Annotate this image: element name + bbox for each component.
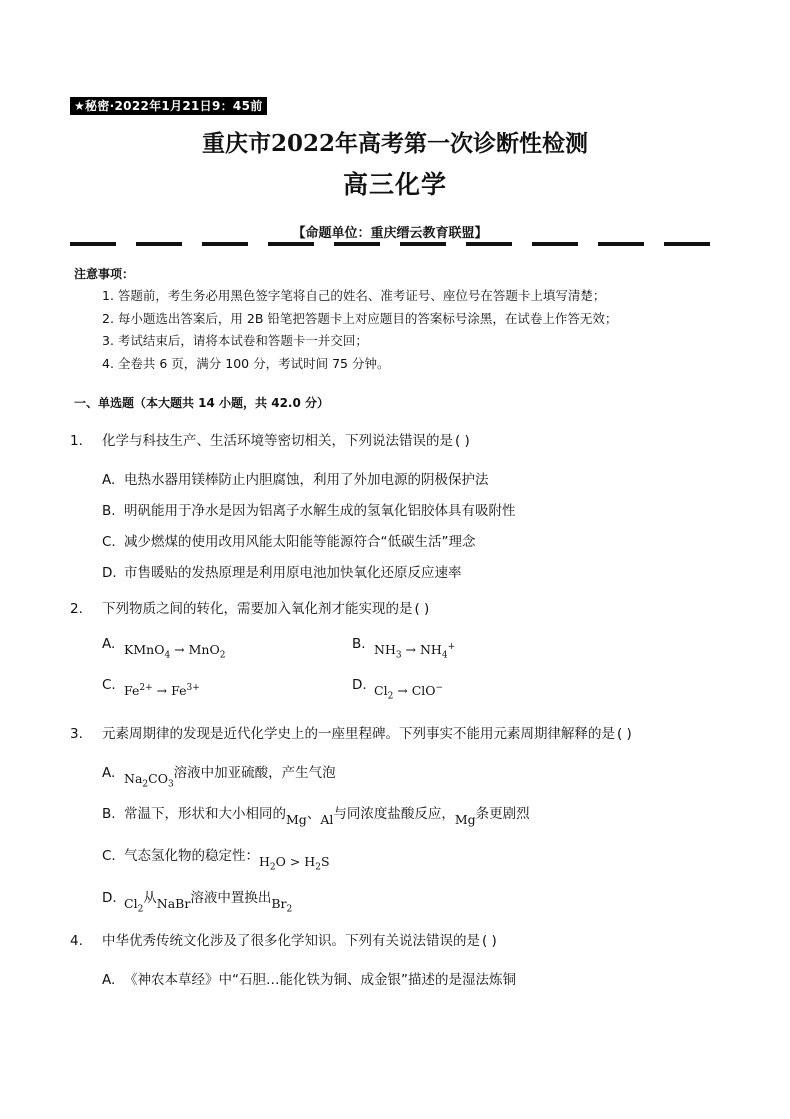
notes-heading: 注意事项： xyxy=(74,267,135,281)
question-stem: 中华优秀传统文化涉及了很多化学知识。下列有关说法错误的是 xyxy=(102,933,480,949)
answer-paren: ( ) xyxy=(617,726,632,742)
option-d: D. 市售暖贴的发热原理是利用原电池加快氧化还原反应速率 xyxy=(102,565,462,581)
secret-tag: ★秘密·2022年1月21日9：45前 xyxy=(70,97,267,115)
question-number: 2. xyxy=(70,601,83,617)
unit-label: 【命题单位：重庆缙云教育联盟】 xyxy=(70,222,710,241)
answer-paren: ( ) xyxy=(455,433,470,449)
option-b: B. 明矾能用于净水是因为铝离子水解生成的氢氧化铝胶体具有吸附性 xyxy=(102,503,516,519)
question-3 xyxy=(70,722,632,742)
notes-list xyxy=(102,285,617,375)
question-number: 4. xyxy=(70,933,83,949)
option-c: C. 减少燃煤的使用改用风能太阳能等能源符合“低碳生活”理念 xyxy=(102,534,476,550)
formula: $Cl_2 \to ClO^-$ xyxy=(374,683,444,702)
note-item: 2. 每小题选出答案后，用 2B 铅笔把答题卡上对应题目的答案标号涂黑，在试卷上作答无效； xyxy=(102,310,618,326)
question-number: 3. xyxy=(70,726,83,742)
option-c: C. 气态氢化物的稳定性：$H_2O > H_2S$ xyxy=(102,848,330,873)
note-item: 1. 答题前，考生务必用黑色签字笔将自己的姓名、准考证号、座位号在答题卡上填写清楚； xyxy=(102,288,606,303)
question-4 xyxy=(70,929,497,949)
option-b: B. 常温下，形状和大小相同的Mg、Al与同浓度盐酸反应，Mg条更剧烈 xyxy=(102,806,530,827)
question-number: 1. xyxy=(70,433,83,449)
exam-title: 重庆市2022年高考第一次诊断性检测 xyxy=(201,130,588,157)
option-d: D. $Cl_2 \to ClO^-$ xyxy=(352,677,444,702)
option-a: A. KMnO$_4$ → MnO$_2$ xyxy=(102,636,226,661)
option-c: C. $Fe^{2+} \to Fe^{3+}$ xyxy=(102,677,200,699)
unit-row xyxy=(70,222,710,248)
formula: $NH_3 \to NH_4^+$ xyxy=(374,642,456,661)
question-stem: 化学与科技生产、生活环境等密切相关，下列说法错误的是 xyxy=(102,433,453,449)
option-b: B. $NH_3 \to NH_4^+$ xyxy=(352,636,456,661)
exam-subtitle: 高三化学 xyxy=(342,170,447,199)
formula: $Fe^{2+} \to Fe^{3+}$ xyxy=(124,683,200,699)
question-2 xyxy=(70,597,429,617)
dashed-divider xyxy=(70,242,710,246)
answer-paren: ( ) xyxy=(414,601,430,617)
formula: KMnO$_4$ → MnO$_2$ xyxy=(124,642,226,661)
option-a: A. $Na_2CO_3$溶液中加亚硫酸，产生气泡 xyxy=(102,765,336,790)
note-item: 4. 全卷共 6 页，满分 100 分，考试时间 75 分钟。 xyxy=(102,355,390,371)
option-a: A. 电热水器用镁棒防止内胆腐蚀，利用了外加电源的阴极保护法 xyxy=(102,472,489,488)
option-d: D. $Cl_2$从NaBr溶液中置换出$Br_2$ xyxy=(102,890,293,915)
section-heading: 一、单选题（本大题共 14 小题，共 42.0 分） xyxy=(74,396,330,410)
question-stem: 元素周期律的发现是近代化学史上的一座里程碑。下列事实不能用元素周期律解释的是 xyxy=(102,726,615,742)
answer-paren: ( ) xyxy=(482,933,497,949)
note-item: 3. 考试结束后，请将本试卷和答题卡一并交回； xyxy=(102,333,368,348)
question-stem: 下列物质之间的转化，需要加入氧化剂才能实现的是 xyxy=(102,601,413,617)
question-1 xyxy=(70,429,470,449)
option-a: A. 《神农本草经》中“石胆…能化铁为铜、成金银”描述的是湿法炼铜 xyxy=(102,972,516,988)
